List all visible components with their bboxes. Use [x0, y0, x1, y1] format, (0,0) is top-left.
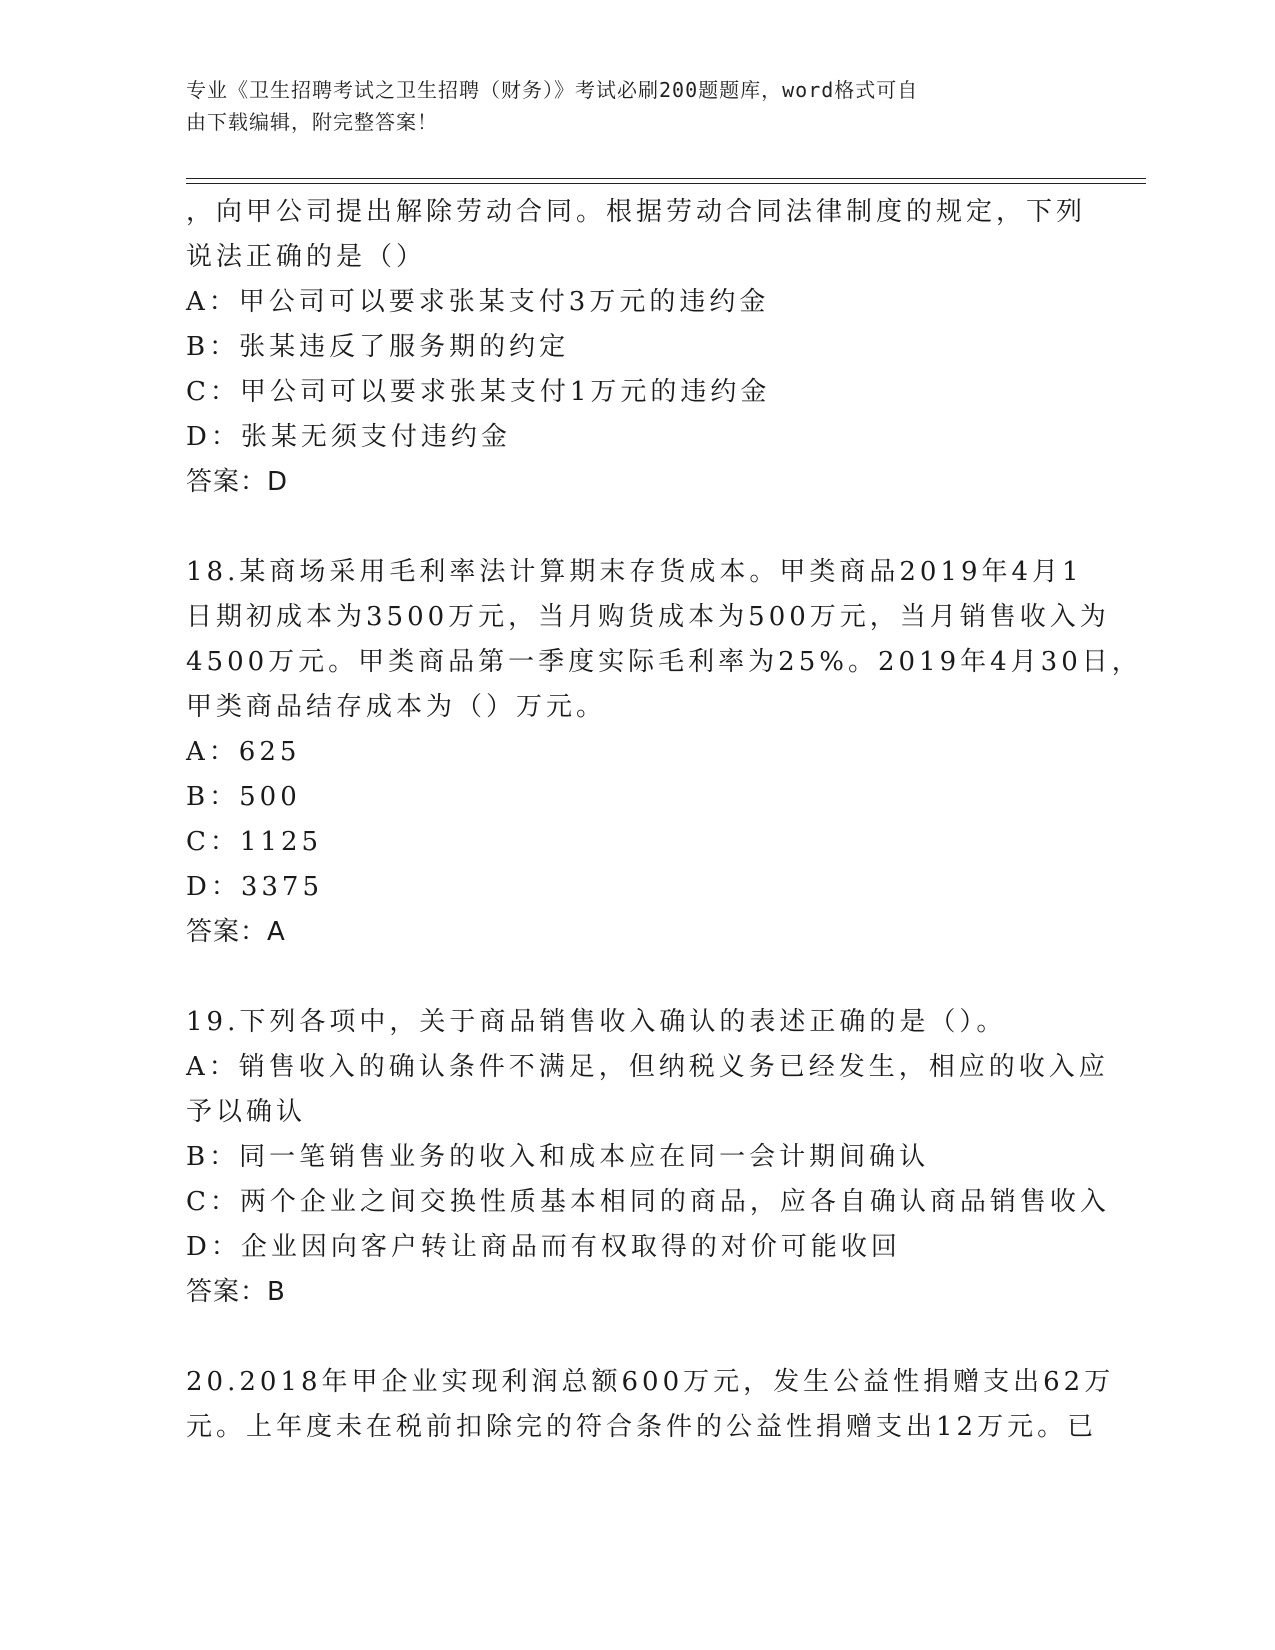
option-d: D：张某无须支付违约金: [186, 422, 511, 452]
question-stem: 19.下列各项中，关于商品销售收入确认的表述正确的是（）。: [186, 1007, 1007, 1037]
page-header: [186, 74, 1066, 138]
header-rule-bottom: [186, 183, 1146, 184]
option-d: D：3375: [186, 872, 324, 902]
question-stem: 日期初成本为3500万元，当月购货成本为500万元，当月销售收入为: [186, 602, 1110, 632]
question-stem: 4500万元。甲类商品第一季度实际毛利率为25%。2019年4月30日，: [186, 647, 1142, 677]
question-20: [186, 1360, 1115, 1450]
option-b: B：同一笔销售业务的收入和成本应在同一会计期间确认: [186, 1142, 930, 1172]
question-stem: 说法正确的是（）: [186, 242, 427, 272]
question-stem: 元。上年度未在税前扣除完的符合条件的公益性捐赠支出12万元。已: [186, 1412, 1098, 1442]
answer-line: 答案：B: [186, 1277, 286, 1307]
question-17: [186, 190, 1086, 505]
header-line-1: 专业《卫生招聘考试之卫生招聘（财务）》考试必刷200题题库，word格式可自: [186, 78, 919, 102]
option-c: C：1125: [186, 827, 323, 857]
option-a: A：销售收入的确认条件不满足，但纳税义务已经发生，相应的收入应: [186, 1052, 1109, 1082]
question-18: [186, 550, 1142, 955]
option-a: A：625: [186, 737, 301, 767]
option-c: C：甲公司可以要求张某支付1万元的违约金: [186, 377, 771, 407]
option-d: D：企业因向客户转让商品而有权取得的对价可能收回: [186, 1232, 901, 1262]
question-stem: 甲类商品结存成本为（）万元。: [186, 692, 607, 722]
document-body: [186, 190, 1142, 1450]
spacer: [186, 505, 1086, 550]
option-c: C：两个企业之间交换性质基本相同的商品，应各自确认商品销售收入: [186, 1187, 1110, 1217]
answer-line: 答案：D: [186, 467, 289, 497]
spacer: [186, 1315, 1086, 1360]
question-stem: 18.某商场采用毛利率法计算期末存货成本。甲类商品2019年4月1: [186, 557, 1083, 587]
option-b: B：500: [186, 782, 301, 812]
option-a-continued: 予以确认: [186, 1097, 307, 1127]
spacer: [186, 955, 1086, 1000]
option-a: A：甲公司可以要求张某支付3万元的违约金: [186, 287, 770, 317]
option-b: B：张某违反了服务期的约定: [186, 332, 570, 362]
answer-line: 答案：A: [186, 917, 286, 947]
header-line-2: 由下载编辑，附完整答案！: [186, 110, 438, 134]
question-stem: 20.2018年甲企业实现利润总额600万元，发生公益性捐赠支出62万: [186, 1367, 1115, 1397]
question-19: [186, 1000, 1110, 1315]
question-stem: ，向甲公司提出解除劳动合同。根据劳动合同法律制度的规定，下列: [186, 197, 1087, 227]
header-rule-top: [186, 178, 1146, 179]
